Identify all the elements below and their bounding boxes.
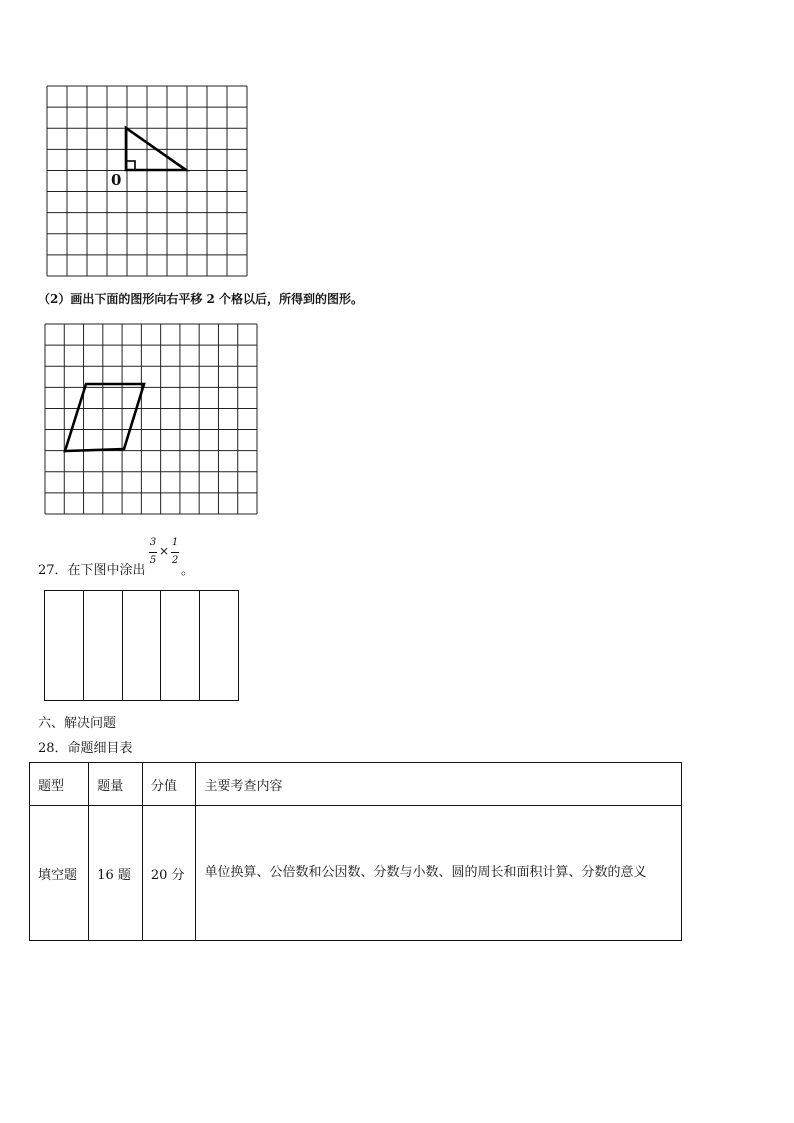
strip-part[interactable] <box>84 591 123 700</box>
fraction-1-bar <box>149 552 157 553</box>
strip-part[interactable] <box>161 591 200 700</box>
question-2-text: （2）画出下面的图形向右平移 2 个格以后，所得到的图形。 <box>38 292 364 306</box>
strip-part[interactable] <box>123 591 162 700</box>
strip-part[interactable] <box>200 591 238 700</box>
fraction-1-numerator: 3 <box>149 537 157 548</box>
table-header-cell: 题量 <box>89 763 143 806</box>
grid-triangle <box>40 80 255 280</box>
strip-part[interactable] <box>45 591 84 700</box>
grid-parallelogram <box>40 318 265 518</box>
fraction-2-numerator: 1 <box>171 537 179 548</box>
table-header-cell: 分值 <box>142 763 196 806</box>
table-header-cell: 主要考查内容 <box>196 763 682 806</box>
table-header-row <box>30 763 682 806</box>
table-cell: 填空题 <box>30 806 89 941</box>
spec-table <box>29 762 682 941</box>
fraction-2-denominator: 2 <box>171 555 179 566</box>
parallelogram <box>65 384 144 451</box>
times-sign: × <box>159 544 170 558</box>
table-cell: 20 分 <box>142 806 196 941</box>
table-cell: 16 题 <box>89 806 143 941</box>
question-27-text: 27．在下图中涂出 <box>38 563 146 578</box>
origin-label: 0 <box>111 171 122 189</box>
table-cell: 单位换算、公倍数和公因数、分数与小数、圆的周长和面积计算、分数的意义 <box>196 806 682 941</box>
section-6-heading: 六、解决问题 <box>38 716 117 731</box>
table-header-cell: 题型 <box>30 763 89 806</box>
table-row <box>30 806 682 941</box>
fraction-2-bar <box>171 552 179 553</box>
shading-strip[interactable] <box>44 590 239 701</box>
question-28-text: 28．命题细目表 <box>38 741 133 756</box>
question-27-suffix: 。 <box>181 563 195 578</box>
fraction-1-denominator: 5 <box>149 555 157 566</box>
